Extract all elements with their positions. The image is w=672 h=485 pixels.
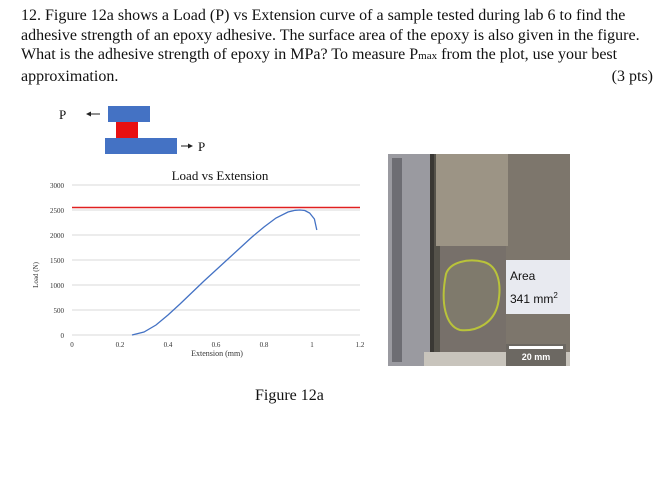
y-tick-label: 0 bbox=[60, 332, 64, 340]
x-tick-label: 0.6 bbox=[211, 341, 221, 349]
question-line-3 bbox=[21, 45, 653, 67]
question-line-3-end: from the plot, use your best bbox=[437, 46, 618, 63]
load-label-left: P bbox=[59, 107, 67, 122]
area-label: Area bbox=[510, 269, 536, 283]
y-axis-label: Load (N) bbox=[32, 262, 40, 288]
load-extension-chart bbox=[30, 165, 370, 370]
y-tick-label: 1500 bbox=[50, 257, 64, 265]
scale-bar-label: 20 mm bbox=[521, 352, 551, 362]
scale-bar bbox=[509, 346, 563, 349]
caliper-scale bbox=[392, 158, 402, 362]
points-label: (3 pts) bbox=[611, 67, 653, 85]
question-line-2: adhesive strength of an epoxy adhesive. The surface area of the epoxy is also given in the figure. bbox=[21, 26, 640, 44]
p-max-subscript: max bbox=[418, 50, 438, 62]
question-line-1: 12. Figure 12a shows a Load (P) vs Extension curve of a sample tested during lab 6 to find the bbox=[21, 7, 626, 24]
question-line-3-start: What is the adhesive strength of epoxy in MPa? To measure P bbox=[21, 46, 419, 63]
top-adherend bbox=[108, 106, 150, 122]
figure-caption: Figure 12a bbox=[255, 387, 324, 404]
y-tick-label: 500 bbox=[53, 307, 64, 315]
right-load-arrowhead bbox=[188, 144, 193, 149]
left-load-arrowhead bbox=[86, 112, 91, 117]
epoxy-area-outline bbox=[444, 261, 500, 331]
load-extension-curve bbox=[132, 210, 317, 335]
y-tick-label: 3000 bbox=[50, 182, 64, 190]
x-tick-label: 0.8 bbox=[259, 341, 269, 349]
x-tick-label: 1 bbox=[310, 341, 314, 349]
question-line-4: approximation. bbox=[21, 67, 119, 85]
area-value-number: 341 mm bbox=[510, 292, 554, 306]
x-axis-label: Extension (mm) bbox=[191, 349, 243, 358]
x-tick-label: 0.4 bbox=[163, 341, 173, 349]
x-tick-label: 0.2 bbox=[115, 341, 125, 349]
specimen-photo bbox=[388, 154, 570, 366]
steel-adherend-top bbox=[436, 154, 508, 246]
x-tick-label: 1.2 bbox=[355, 341, 365, 349]
area-value-superscript: 2 bbox=[553, 291, 558, 300]
load-label-right: P bbox=[198, 139, 206, 154]
y-tick-label: 1000 bbox=[50, 282, 64, 290]
question-text bbox=[21, 6, 653, 86]
chart-series bbox=[72, 208, 360, 336]
epoxy-bond bbox=[116, 122, 138, 138]
lap-joint-diagram bbox=[50, 100, 230, 160]
y-tick-label: 2500 bbox=[50, 207, 64, 215]
x-tick-label: 0 bbox=[70, 341, 74, 349]
area-value bbox=[510, 291, 558, 306]
chart-title: Load vs Extension bbox=[171, 168, 269, 183]
caliper-edge bbox=[430, 154, 434, 366]
y-tick-label: 2000 bbox=[50, 232, 64, 240]
bottom-adherend bbox=[105, 138, 177, 154]
